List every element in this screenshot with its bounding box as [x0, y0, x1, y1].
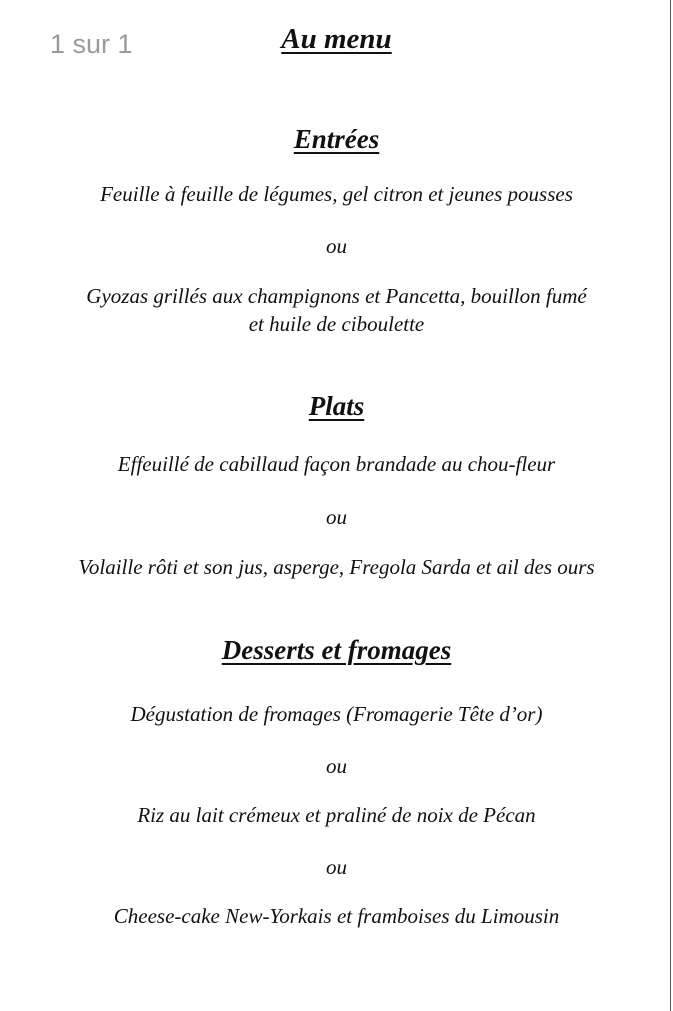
separator-ou: ou: [326, 234, 347, 258]
menu-item: Feuille à feuille de légumes, gel citron et jeunes pousses: [100, 182, 573, 206]
page-indicator: 1 sur 1: [50, 29, 133, 59]
section-heading-desserts: Desserts et fromages: [221, 635, 452, 665]
menu-item: Cheese-cake New-Yorkais et framboises du Limousin: [113, 904, 560, 928]
section-heading-entrees: Entrées: [293, 124, 380, 154]
menu-item: Effeuillé de cabillaud façon brandade au chou-fleur: [117, 452, 556, 476]
menu-item: Gyozas grillés aux champignons et Pancetta, bouillon fumé: [86, 284, 587, 308]
separator-ou: ou: [326, 505, 347, 529]
separator-ou: ou: [326, 855, 347, 879]
menu-item: Volaille rôti et son jus, asperge, Fregola Sarda et ail des ours: [78, 555, 595, 579]
menu-item: Dégustation de fromages (Fromagerie Tête d’or): [130, 702, 543, 726]
section-heading-plats: Plats: [308, 391, 365, 421]
menu-item-continuation: et huile de ciboulette: [248, 312, 425, 336]
separator-ou: ou: [326, 754, 347, 778]
menu-item: Riz au lait crémeux et praliné de noix de Pécan: [137, 803, 536, 827]
menu-title: Au menu: [281, 23, 392, 55]
